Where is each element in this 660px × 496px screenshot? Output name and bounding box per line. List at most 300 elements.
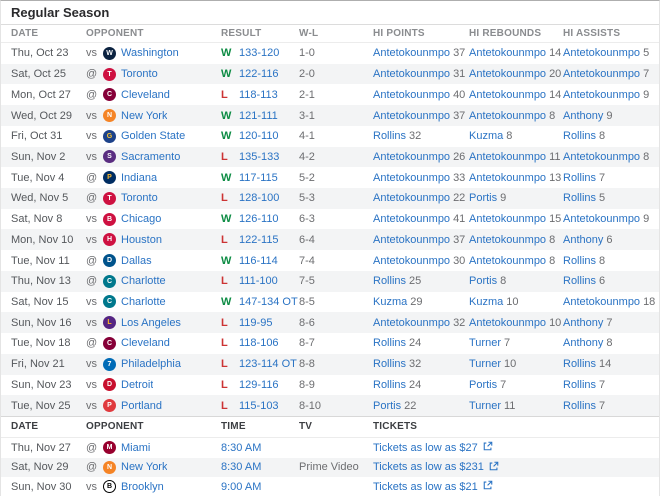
result-letter: W <box>221 47 232 60</box>
vs-at-label: vs <box>86 150 97 163</box>
hi-rebounds-value: 7 <box>500 378 507 391</box>
hi-points-player-link[interactable]: Rollins <box>373 275 407 288</box>
hi-points-player-link[interactable]: Antetokounmpo <box>373 88 451 101</box>
hi-assists-cell <box>563 47 659 59</box>
hi-assists-value: 8 <box>606 337 613 350</box>
result-cell <box>221 379 299 391</box>
record-text: 1-0 <box>299 47 315 60</box>
hi-rebounds-cell <box>469 68 563 80</box>
hi-assists-player-link[interactable]: Antetokounmpo <box>563 88 641 101</box>
hi-assists-cell <box>563 172 659 184</box>
hi-assists-value: 8 <box>599 130 606 143</box>
hi-rebounds-cell <box>469 255 563 267</box>
game-date: Thu, Oct 23 <box>11 47 69 60</box>
result-letter: W <box>221 109 232 122</box>
team-link[interactable]: New York <box>121 109 168 122</box>
column-header-date: DATE <box>11 421 39 433</box>
hi-rebounds-player-link[interactable]: Turner <box>469 399 501 412</box>
hi-rebounds-player-link[interactable]: Portis <box>469 192 498 205</box>
team-link[interactable]: Indiana <box>121 171 158 184</box>
table-row <box>1 333 659 354</box>
game-date: Fri, Oct 31 <box>11 130 63 143</box>
team-logo-icon[interactable]: S <box>103 150 116 163</box>
result-cell <box>221 234 299 246</box>
result-score-link[interactable]: 128-100 <box>239 192 280 205</box>
hi-assists-player-link[interactable]: Anthony <box>563 233 604 246</box>
column-header-result: RESULT <box>221 28 262 39</box>
hi-points-cell <box>373 172 469 184</box>
hi-rebounds-player-link[interactable]: Kuzma <box>469 295 504 308</box>
result-score-link[interactable]: 120-110 <box>239 130 279 143</box>
hi-assists-player-link[interactable]: Rollins <box>563 254 597 267</box>
results-rows <box>1 43 659 416</box>
vs-at-label: @ <box>86 171 98 184</box>
table-row <box>1 292 659 313</box>
hi-rebounds-cell <box>469 296 563 308</box>
hi-assists-value: 5 <box>643 47 650 60</box>
result-score-link[interactable]: 111-100 <box>239 275 278 288</box>
hi-rebounds-cell <box>469 130 563 142</box>
result-score-link[interactable]: 123-114 OT <box>239 358 297 371</box>
result-letter: L <box>221 192 228 205</box>
hi-rebounds-player-link[interactable]: Portis <box>469 378 498 391</box>
result-score-link[interactable]: 118-106 <box>239 337 279 350</box>
vs-at-label: vs <box>86 295 97 308</box>
hi-points-value: 22 <box>453 192 466 205</box>
result-letter: W <box>221 213 232 226</box>
team-link[interactable]: Houston <box>121 233 162 246</box>
table-row <box>1 64 659 85</box>
hi-rebounds-cell <box>469 192 563 204</box>
hi-rebounds-value: 9 <box>500 192 507 205</box>
hi-assists-value: 5 <box>599 192 606 205</box>
hi-points-cell <box>373 213 469 225</box>
hi-assists-player-link[interactable]: Antetokounmpo <box>563 295 641 308</box>
external-link-icon[interactable] <box>483 480 493 493</box>
hi-points-value: 37 <box>453 47 466 60</box>
tickets-link[interactable]: Tickets as low as $27 <box>373 441 478 454</box>
column-header-date: DATE <box>11 28 39 39</box>
hi-points-player-link[interactable]: Antetokounmpo <box>373 171 451 184</box>
result-cell <box>221 400 299 412</box>
hi-rebounds-player-link[interactable]: Turner <box>469 358 501 371</box>
result-letter: L <box>221 88 228 101</box>
result-score-link[interactable]: 118-113 <box>239 88 278 101</box>
hi-assists-value: 7 <box>599 171 606 184</box>
hi-points-player-link[interactable]: Antetokounmpo <box>373 254 451 267</box>
record-text: 8-6 <box>299 316 315 329</box>
table-row <box>1 167 659 188</box>
hi-rebounds-player-link[interactable]: Kuzma <box>469 130 504 143</box>
result-score-link[interactable]: 115-103 <box>239 399 279 412</box>
result-letter: W <box>221 171 232 184</box>
team-logo-icon[interactable]: N <box>103 109 116 122</box>
opponent-cell <box>86 441 221 454</box>
team-link[interactable]: Chicago <box>121 213 162 226</box>
table-row <box>1 354 659 375</box>
hi-assists-player-link[interactable]: Anthony <box>563 337 604 350</box>
hi-points-cell <box>373 89 469 101</box>
hi-points-player-link[interactable]: Antetokounmpo <box>373 150 451 163</box>
vs-at-label: vs <box>86 109 97 122</box>
hi-points-value: 22 <box>404 399 417 412</box>
vs-at-label: vs <box>86 399 97 412</box>
record-text: 8-10 <box>299 399 322 412</box>
table-row <box>1 147 659 168</box>
hi-assists-player-link[interactable]: Rollins <box>563 192 597 205</box>
hi-rebounds-player-link[interactable]: Antetokounmpo <box>469 47 547 60</box>
hi-rebounds-value: 11 <box>504 399 516 412</box>
hi-points-player-link[interactable]: Rollins <box>373 378 407 391</box>
record-text: 2-0 <box>299 68 315 81</box>
hi-assists-player-link[interactable]: Rollins <box>563 171 597 184</box>
hi-points-value: 24 <box>409 378 422 391</box>
hi-points-cell <box>373 296 469 308</box>
hi-assists-player-link[interactable]: Antetokounmpo <box>563 213 641 226</box>
hi-rebounds-cell <box>469 89 563 101</box>
team-link[interactable]: Sacramento <box>121 150 181 163</box>
hi-assists-value: 9 <box>643 213 650 226</box>
hi-rebounds-player-link[interactable]: Antetokounmpo <box>469 171 547 184</box>
external-link-icon[interactable] <box>489 461 499 474</box>
hi-rebounds-cell <box>469 317 563 329</box>
hi-assists-value: 14 <box>599 358 612 371</box>
result-cell <box>221 47 299 59</box>
result-cell <box>221 192 299 204</box>
opponent-cell <box>86 461 221 474</box>
tv-network-label: Prime Video <box>299 461 359 474</box>
team-link[interactable]: Washington <box>121 47 179 60</box>
hi-rebounds-value: 8 <box>549 254 556 267</box>
vs-at-label: vs <box>86 378 97 391</box>
vs-at-label: vs <box>86 480 97 493</box>
hi-points-value: 37 <box>453 233 466 246</box>
result-score-link[interactable]: 126-110 <box>239 213 279 226</box>
hi-assists-player-link[interactable]: Rollins <box>563 358 597 371</box>
hi-rebounds-player-link[interactable]: Antetokounmpo <box>469 213 547 226</box>
team-logo-icon[interactable]: C <box>103 337 116 350</box>
results-header-row <box>1 25 659 43</box>
hi-assists-player-link[interactable]: Antetokounmpo <box>563 68 641 81</box>
hi-rebounds-value: 14 <box>549 47 562 60</box>
team-link[interactable]: Portland <box>121 399 162 412</box>
hi-points-value: 40 <box>453 88 466 101</box>
hi-assists-value: 7 <box>599 378 606 391</box>
hi-assists-player-link[interactable]: Anthony <box>563 109 604 122</box>
game-time-link[interactable]: 8:30 AM <box>221 441 262 454</box>
hi-points-cell <box>373 275 469 287</box>
team-link[interactable]: Charlotte <box>121 295 166 308</box>
result-letter: W <box>221 68 232 81</box>
team-logo-icon[interactable]: N <box>103 461 116 474</box>
game-date: Mon, Oct 27 <box>11 88 71 101</box>
result-score-link[interactable]: 122-115 <box>239 233 279 246</box>
hi-points-player-link[interactable]: Antetokounmpo <box>373 47 451 60</box>
opponent-cell <box>86 480 221 493</box>
hi-rebounds-value: 11 <box>549 150 561 163</box>
hi-assists-cell <box>563 296 659 308</box>
hi-points-player-link[interactable]: Antetokounmpo <box>373 233 451 246</box>
team-link[interactable]: Toronto <box>121 192 158 205</box>
team-logo-icon[interactable]: G <box>103 130 116 143</box>
result-cell <box>221 68 299 80</box>
upcoming-table <box>1 416 659 496</box>
hi-rebounds-player-link[interactable]: Turner <box>469 337 501 350</box>
game-date: Sat, Nov 15 <box>11 295 69 308</box>
team-logo-icon[interactable]: L <box>103 316 116 329</box>
vs-at-label: vs <box>86 358 97 371</box>
hi-points-cell <box>373 255 469 267</box>
game-date: Sun, Nov 23 <box>11 378 72 391</box>
hi-rebounds-cell <box>469 172 563 184</box>
hi-points-cell <box>373 337 469 349</box>
hi-rebounds-value: 8 <box>549 109 556 122</box>
result-cell <box>221 296 299 308</box>
upcoming-header-row <box>1 416 659 438</box>
team-logo-icon[interactable]: C <box>103 295 116 308</box>
opponent-cell <box>86 233 221 246</box>
team-logo-icon[interactable]: D <box>103 254 116 267</box>
column-header-tv: TV <box>299 421 313 433</box>
hi-assists-player-link[interactable]: Rollins <box>563 399 597 412</box>
hi-rebounds-value: 20 <box>549 68 562 81</box>
result-score-link[interactable]: 116-114 <box>239 254 278 267</box>
result-letter: W <box>221 254 232 267</box>
hi-rebounds-player-link[interactable]: Antetokounmpo <box>469 68 547 81</box>
game-date: Tue, Nov 18 <box>11 337 71 350</box>
hi-points-player-link[interactable]: Portis <box>373 399 402 412</box>
column-header-time: TIME <box>221 421 246 433</box>
team-logo-icon[interactable]: B <box>103 480 116 493</box>
vs-at-label: @ <box>86 254 98 267</box>
team-link[interactable]: Dallas <box>121 254 152 267</box>
result-letter: L <box>221 358 228 371</box>
hi-assists-cell <box>563 337 659 349</box>
hi-assists-player-link[interactable]: Rollins <box>563 130 597 143</box>
opponent-cell <box>86 68 221 81</box>
opponent-cell <box>86 150 221 163</box>
team-logo-icon[interactable]: C <box>103 88 116 101</box>
hi-points-player-link[interactable]: Rollins <box>373 337 407 350</box>
team-logo-icon[interactable]: H <box>103 233 116 246</box>
team-link[interactable]: Cleveland <box>121 88 170 101</box>
hi-points-value: 33 <box>453 171 466 184</box>
game-date: Tue, Nov 11 <box>11 254 70 267</box>
table-row <box>1 105 659 126</box>
team-logo-icon[interactable]: M <box>103 441 116 454</box>
table-row <box>1 188 659 209</box>
opponent-cell <box>86 378 221 391</box>
table-row <box>1 84 659 105</box>
hi-points-player-link[interactable]: Kuzma <box>373 295 408 308</box>
result-score-link[interactable]: 117-115 <box>239 171 278 184</box>
record-text: 2-1 <box>299 88 315 101</box>
hi-rebounds-player-link[interactable]: Antetokounmpo <box>469 150 547 163</box>
hi-rebounds-player-link[interactable]: Antetokounmpo <box>469 109 547 122</box>
result-score-link[interactable]: 119-95 <box>239 316 273 329</box>
team-logo-icon[interactable]: T <box>103 68 116 81</box>
team-link[interactable]: Golden State <box>121 130 186 143</box>
opponent-cell <box>86 295 221 308</box>
hi-points-cell <box>373 130 469 142</box>
hi-assists-player-link[interactable]: Rollins <box>563 275 597 288</box>
table-row <box>1 229 659 250</box>
hi-rebounds-cell <box>469 275 563 287</box>
vs-at-label: @ <box>86 337 98 350</box>
hi-points-cell <box>373 234 469 246</box>
tickets-link[interactable]: Tickets as low as $21 <box>373 480 478 493</box>
record-text: 4-1 <box>299 130 315 143</box>
game-date: Sat, Oct 25 <box>11 68 67 81</box>
team-link[interactable]: Philadelphia <box>121 358 181 371</box>
team-logo-icon[interactable]: D <box>103 378 116 391</box>
hi-rebounds-value: 7 <box>504 337 511 350</box>
vs-at-label: vs <box>86 213 97 226</box>
result-letter: L <box>221 275 228 288</box>
game-date: Sun, Nov 30 <box>11 480 72 493</box>
result-cell <box>221 151 299 163</box>
hi-points-player-link[interactable]: Antetokounmpo <box>373 192 451 205</box>
result-cell <box>221 89 299 101</box>
hi-rebounds-value: 10 <box>506 295 519 308</box>
team-link[interactable]: Miami <box>121 441 151 454</box>
result-letter: L <box>221 233 228 246</box>
team-link[interactable]: New York <box>121 461 168 474</box>
hi-assists-cell <box>563 379 659 391</box>
record-text: 8-9 <box>299 378 315 391</box>
section-title: Regular Season <box>11 5 110 20</box>
game-date: Sun, Nov 16 <box>11 316 72 329</box>
external-link-icon[interactable] <box>483 441 493 454</box>
hi-rebounds-value: 8 <box>549 233 556 246</box>
hi-points-player-link[interactable]: Rollins <box>373 358 407 371</box>
opponent-cell <box>86 109 221 122</box>
game-date: Sun, Nov 2 <box>11 150 66 163</box>
hi-rebounds-cell <box>469 213 563 225</box>
team-link[interactable]: Toronto <box>121 68 158 81</box>
table-row <box>1 43 659 64</box>
hi-points-value: 37 <box>453 109 466 122</box>
opponent-cell <box>86 358 221 371</box>
hi-rebounds-cell <box>469 234 563 246</box>
hi-rebounds-value: 8 <box>500 275 507 288</box>
hi-rebounds-value: 13 <box>549 171 562 184</box>
tickets-link[interactable]: Tickets as low as $231 <box>373 461 484 474</box>
result-letter: L <box>221 378 228 391</box>
column-header-tickets: TICKETS <box>373 421 418 433</box>
hi-assists-player-link[interactable]: Antetokounmpo <box>563 150 641 163</box>
hi-assists-cell <box>563 275 659 287</box>
record-text: 3-1 <box>299 109 315 122</box>
hi-assists-value: 18 <box>643 295 656 308</box>
hi-assists-player-link[interactable]: Anthony <box>563 316 604 329</box>
hi-rebounds-value: 8 <box>506 130 513 143</box>
result-score-link[interactable]: 121-111 <box>239 109 278 122</box>
hi-points-value: 29 <box>410 295 423 308</box>
record-text: 7-4 <box>299 254 315 267</box>
hi-points-player-link[interactable]: Rollins <box>373 130 407 143</box>
hi-points-value: 26 <box>453 150 466 163</box>
tickets-cell <box>373 441 659 454</box>
hi-rebounds-player-link[interactable]: Antetokounmpo <box>469 316 547 329</box>
hi-points-player-link[interactable]: Antetokounmpo <box>373 316 451 329</box>
game-time-link[interactable]: 9:00 AM <box>221 480 262 493</box>
hi-points-cell <box>373 110 469 122</box>
team-link[interactable]: Los Angeles <box>121 316 181 329</box>
hi-rebounds-player-link[interactable]: Antetokounmpo <box>469 233 547 246</box>
team-logo-icon[interactable]: P <box>103 399 116 412</box>
result-cell <box>221 110 299 122</box>
hi-rebounds-cell <box>469 47 563 59</box>
team-logo-icon[interactable]: T <box>103 192 116 205</box>
game-time-link[interactable]: 8:30 AM <box>221 461 262 474</box>
team-logo-icon[interactable]: 7 <box>103 358 116 371</box>
vs-at-label: vs <box>86 130 97 143</box>
record-text: 5-2 <box>299 171 315 184</box>
vs-at-label: @ <box>86 461 98 474</box>
result-letter: L <box>221 316 228 329</box>
team-link[interactable]: Charlotte <box>121 275 166 288</box>
hi-assists-value: 6 <box>606 233 613 246</box>
opponent-cell <box>86 316 221 329</box>
section-title-bar <box>1 1 659 25</box>
hi-rebounds-value: 14 <box>549 88 562 101</box>
team-link[interactable]: Detroit <box>121 378 154 391</box>
result-score-link[interactable]: 122-116 <box>239 68 279 81</box>
hi-rebounds-cell <box>469 400 563 412</box>
team-logo-icon[interactable]: P <box>103 171 116 184</box>
result-letter: L <box>221 399 228 412</box>
hi-assists-player-link[interactable]: Antetokounmpo <box>563 47 641 60</box>
team-link[interactable]: Brooklyn <box>121 480 164 493</box>
result-cell <box>221 358 299 370</box>
column-header-hi-assists: HI ASSISTS <box>563 28 621 39</box>
tickets-cell <box>373 480 659 493</box>
hi-points-value: 24 <box>409 337 422 350</box>
hi-assists-cell <box>563 130 659 142</box>
tickets-cell <box>373 461 659 474</box>
hi-points-player-link[interactable]: Antetokounmpo <box>373 68 451 81</box>
team-logo-icon[interactable]: C <box>103 275 116 288</box>
result-score-link[interactable]: 147-134 OT <box>239 295 298 308</box>
hi-points-cell <box>373 68 469 80</box>
hi-points-cell <box>373 47 469 59</box>
team-link[interactable]: Cleveland <box>121 337 170 350</box>
result-score-link[interactable]: 135-133 <box>239 150 280 163</box>
hi-points-cell <box>373 379 469 391</box>
hi-points-player-link[interactable]: Antetokounmpo <box>373 213 451 226</box>
hi-rebounds-player-link[interactable]: Portis <box>469 275 498 288</box>
hi-assists-player-link[interactable]: Rollins <box>563 378 597 391</box>
team-logo-icon[interactable]: W <box>103 47 116 60</box>
hi-points-cell <box>373 358 469 370</box>
hi-points-player-link[interactable]: Antetokounmpo <box>373 109 451 122</box>
opponent-cell <box>86 254 221 267</box>
hi-rebounds-player-link[interactable]: Antetokounmpo <box>469 254 547 267</box>
team-logo-icon[interactable]: B <box>103 213 116 226</box>
result-cell <box>221 130 299 142</box>
hi-rebounds-player-link[interactable]: Antetokounmpo <box>469 88 547 101</box>
table-row <box>1 126 659 147</box>
result-score-link[interactable]: 133-120 <box>239 47 280 60</box>
opponent-cell <box>86 337 221 350</box>
vs-at-label: @ <box>86 192 98 205</box>
result-score-link[interactable]: 129-116 <box>239 378 279 391</box>
table-row <box>1 458 659 478</box>
results-table <box>1 25 659 416</box>
record-text: 8-7 <box>299 337 315 350</box>
hi-rebounds-value: 10 <box>549 316 562 329</box>
